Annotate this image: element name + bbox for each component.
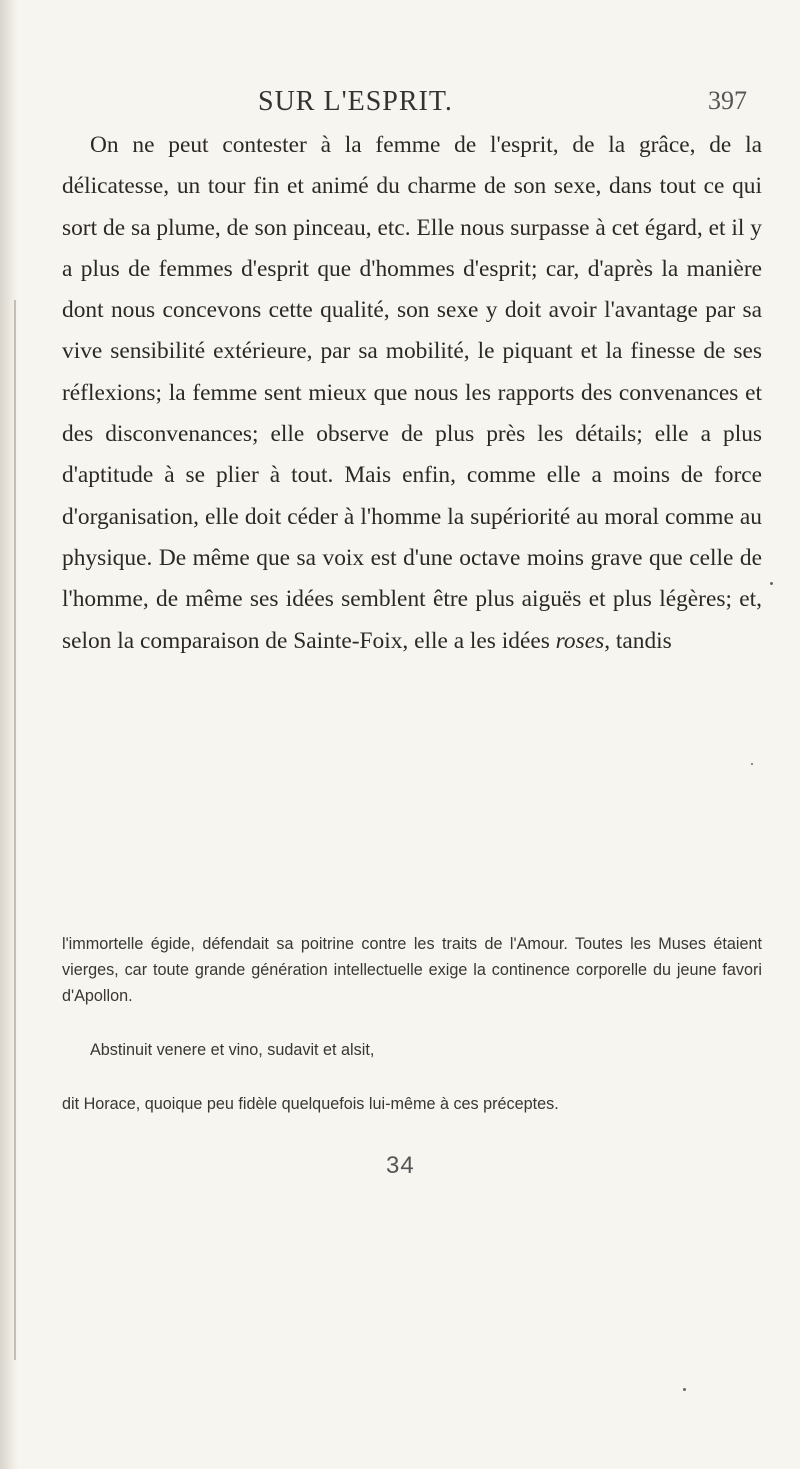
- footnote-paragraph: l'immortelle égide, défendait sa poitrine contre les traits de l'Amour. Toutes les Muses étaient vierges, car toute grande génération intellectuelle exige la continence corporelle du jeune favori d'Apollon.: [62, 935, 762, 1005]
- signature-mark: 34: [386, 1152, 415, 1179]
- body-ending: , tandis: [604, 627, 672, 654]
- page-number: 397: [708, 86, 747, 115]
- page-binding-line: [14, 300, 16, 1360]
- italic-phrase: roses: [555, 627, 605, 654]
- body-paragraph: [62, 125, 762, 662]
- body-text: On ne peut contester à la femme de l'esprit, de la grâce, de la délicatesse, un tour fin et animé du charme de son sexe, dans tout ce qui sort de sa plume, de son pinceau, etc. Elle nous surpasse à cet égard, et il y a plus de femmes d'esprit que d'hommes d'esprit; car, d'après la manière dont nous concevons cette qualité, son sexe y doit avoir l'avantage par sa vive sensibilité extérieure, par sa mobilité, le piquant et la finesse de ses réflexions; la femme sent mieux que nous les rapports des convenances et des disconvenances; elle observe de plus près les détails; elle a plus d'aptitude à se plier à tout. Mais enfin, comme elle a moins de force d'organisation, elle doit céder à l'homme la supériorité au moral comme au physique. De même que sa voix est d'une octave moins grave que celle de l'homme, de même ses idées semblent être plus aiguës et plus légères; et, selon la comparaison de Sainte-Foix, elle a les idées: [62, 132, 762, 654]
- main-text-block: [62, 125, 762, 662]
- page-header: [258, 86, 747, 126]
- ink-speck: [770, 582, 773, 585]
- running-title: SUR L'ESPRIT.: [258, 86, 453, 117]
- footnote-latin-quote: Abstinuit venere et vino, sudavit et alsit,: [90, 1041, 375, 1059]
- footnote-block: [62, 931, 762, 1117]
- ink-speck: [751, 763, 753, 765]
- ink-speck: [683, 1388, 686, 1391]
- footnote-after-quote: dit Horace, quoique peu fidèle quelquefois lui-même à ces préceptes.: [62, 1095, 559, 1113]
